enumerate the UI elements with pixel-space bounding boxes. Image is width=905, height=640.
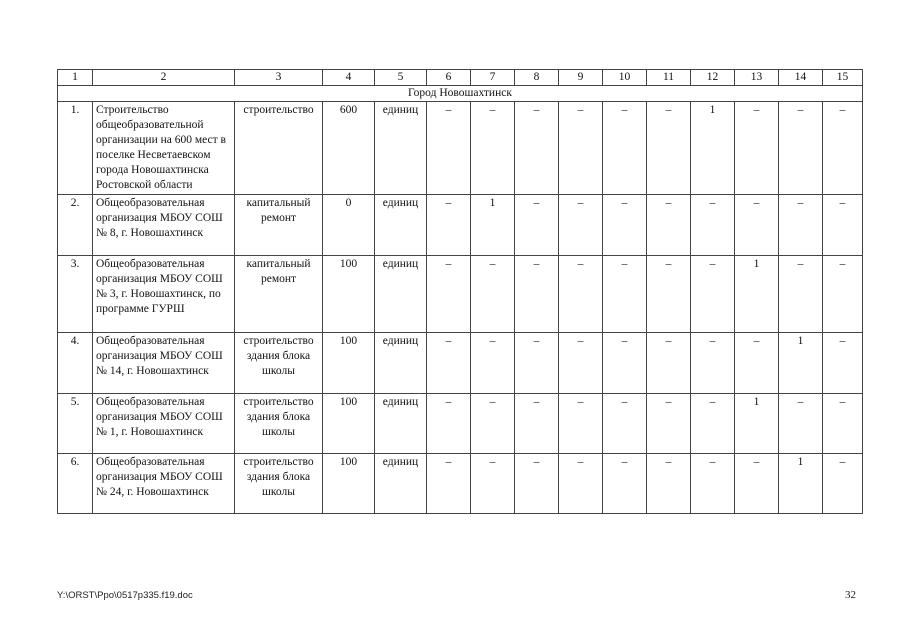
column-number: 4 <box>323 70 375 86</box>
city-row <box>58 86 863 102</box>
unit: единиц <box>375 394 427 454</box>
work-type: строительство здания блока школы <box>235 454 323 514</box>
year-cell: – <box>647 333 691 394</box>
year-cell: – <box>823 195 863 256</box>
year-cell: 1 <box>691 102 735 195</box>
object-name: Общеобразовательная организация МБОУ СОШ № 8, г. Новошахтинск <box>93 195 235 256</box>
unit: единиц <box>375 102 427 195</box>
year-cell: – <box>603 454 647 514</box>
column-number: 6 <box>427 70 471 86</box>
year-cell: – <box>559 394 603 454</box>
row-number: 6. <box>58 454 93 514</box>
table-row <box>58 333 863 394</box>
year-cell: – <box>603 394 647 454</box>
table-row <box>58 454 863 514</box>
object-name: Общеобразовательная организация МБОУ СОШ № 3, г. Новошахтинск, по программе ГУРШ <box>93 256 235 333</box>
capacity: 100 <box>323 394 375 454</box>
year-cell: – <box>647 195 691 256</box>
year-cell: – <box>515 333 559 394</box>
year-cell: – <box>647 394 691 454</box>
row-number: 5. <box>58 394 93 454</box>
year-cell: 1 <box>471 195 515 256</box>
capacity: 0 <box>323 195 375 256</box>
unit: единиц <box>375 195 427 256</box>
column-number: 12 <box>691 70 735 86</box>
capacity: 100 <box>323 256 375 333</box>
column-number: 15 <box>823 70 863 86</box>
column-number: 11 <box>647 70 691 86</box>
year-cell: – <box>691 256 735 333</box>
year-cell: – <box>823 256 863 333</box>
year-cell: – <box>559 102 603 195</box>
year-cell: – <box>471 394 515 454</box>
object-name: Общеобразовательная организация МБОУ СОШ № 14, г. Новошахтинск <box>93 333 235 394</box>
capacity: 100 <box>323 454 375 514</box>
year-cell: – <box>691 454 735 514</box>
capacity: 600 <box>323 102 375 195</box>
year-cell: – <box>603 195 647 256</box>
column-number: 8 <box>515 70 559 86</box>
column-number-row <box>58 70 863 86</box>
column-number: 2 <box>93 70 235 86</box>
column-number: 1 <box>58 70 93 86</box>
year-cell: – <box>735 454 779 514</box>
work-type: капитальный ремонт <box>235 195 323 256</box>
capacity: 100 <box>323 333 375 394</box>
year-cell: – <box>471 102 515 195</box>
column-number: 5 <box>375 70 427 86</box>
object-name: Общеобразовательная организация МБОУ СОШ № 1, г. Новошахтинск <box>93 394 235 454</box>
year-cell: – <box>603 256 647 333</box>
column-number: 10 <box>603 70 647 86</box>
year-cell: 1 <box>735 394 779 454</box>
row-number: 1. <box>58 102 93 195</box>
year-cell: – <box>427 102 471 195</box>
work-type: строительство здания блока школы <box>235 394 323 454</box>
column-number: 9 <box>559 70 603 86</box>
year-cell: – <box>559 195 603 256</box>
year-cell: – <box>779 102 823 195</box>
table-row <box>58 394 863 454</box>
year-cell: – <box>427 454 471 514</box>
year-cell: – <box>779 256 823 333</box>
column-number: 3 <box>235 70 323 86</box>
year-cell: – <box>779 195 823 256</box>
table-row <box>58 256 863 333</box>
year-cell: – <box>735 102 779 195</box>
year-cell: – <box>471 454 515 514</box>
data-table <box>57 69 863 514</box>
city-name: Город Новошахтинск <box>58 86 863 102</box>
unit: единиц <box>375 333 427 394</box>
column-number: 7 <box>471 70 515 86</box>
year-cell: 1 <box>779 333 823 394</box>
table-row <box>58 102 863 195</box>
year-cell: – <box>735 333 779 394</box>
year-cell: – <box>515 454 559 514</box>
work-type: строительство <box>235 102 323 195</box>
year-cell: – <box>427 195 471 256</box>
column-number: 13 <box>735 70 779 86</box>
row-number: 4. <box>58 333 93 394</box>
year-cell: – <box>559 333 603 394</box>
year-cell: 1 <box>735 256 779 333</box>
year-cell: – <box>779 394 823 454</box>
year-cell: – <box>427 333 471 394</box>
year-cell: – <box>823 102 863 195</box>
year-cell: – <box>515 195 559 256</box>
year-cell: – <box>691 333 735 394</box>
year-cell: – <box>647 454 691 514</box>
year-cell: – <box>515 256 559 333</box>
year-cell: – <box>823 333 863 394</box>
year-cell: – <box>427 394 471 454</box>
year-cell: – <box>427 256 471 333</box>
file-path: Y:\ORST\Ppo\0517p335.f19.doc <box>57 590 193 601</box>
year-cell: 1 <box>779 454 823 514</box>
page-number: 32 <box>845 589 856 601</box>
unit: единиц <box>375 454 427 514</box>
year-cell: – <box>559 256 603 333</box>
year-cell: – <box>515 102 559 195</box>
year-cell: – <box>603 333 647 394</box>
year-cell: – <box>647 256 691 333</box>
work-type: капитальный ремонт <box>235 256 323 333</box>
object-name: Строительство общеобразовательной организации на 600 мест в поселке Несветаевском города Новошахтинска Ростовской области <box>93 102 235 195</box>
year-cell: – <box>691 195 735 256</box>
year-cell: – <box>823 454 863 514</box>
unit: единиц <box>375 256 427 333</box>
year-cell: – <box>471 333 515 394</box>
table-row <box>58 195 863 256</box>
row-number: 3. <box>58 256 93 333</box>
year-cell: – <box>691 394 735 454</box>
year-cell: – <box>559 454 603 514</box>
year-cell: – <box>471 256 515 333</box>
year-cell: – <box>647 102 691 195</box>
work-type: строительство здания блока школы <box>235 333 323 394</box>
year-cell: – <box>603 102 647 195</box>
year-cell: – <box>735 195 779 256</box>
object-name: Общеобразовательная организация МБОУ СОШ № 24, г. Новошахтинск <box>93 454 235 514</box>
row-number: 2. <box>58 195 93 256</box>
year-cell: – <box>515 394 559 454</box>
year-cell: – <box>823 394 863 454</box>
column-number: 14 <box>779 70 823 86</box>
